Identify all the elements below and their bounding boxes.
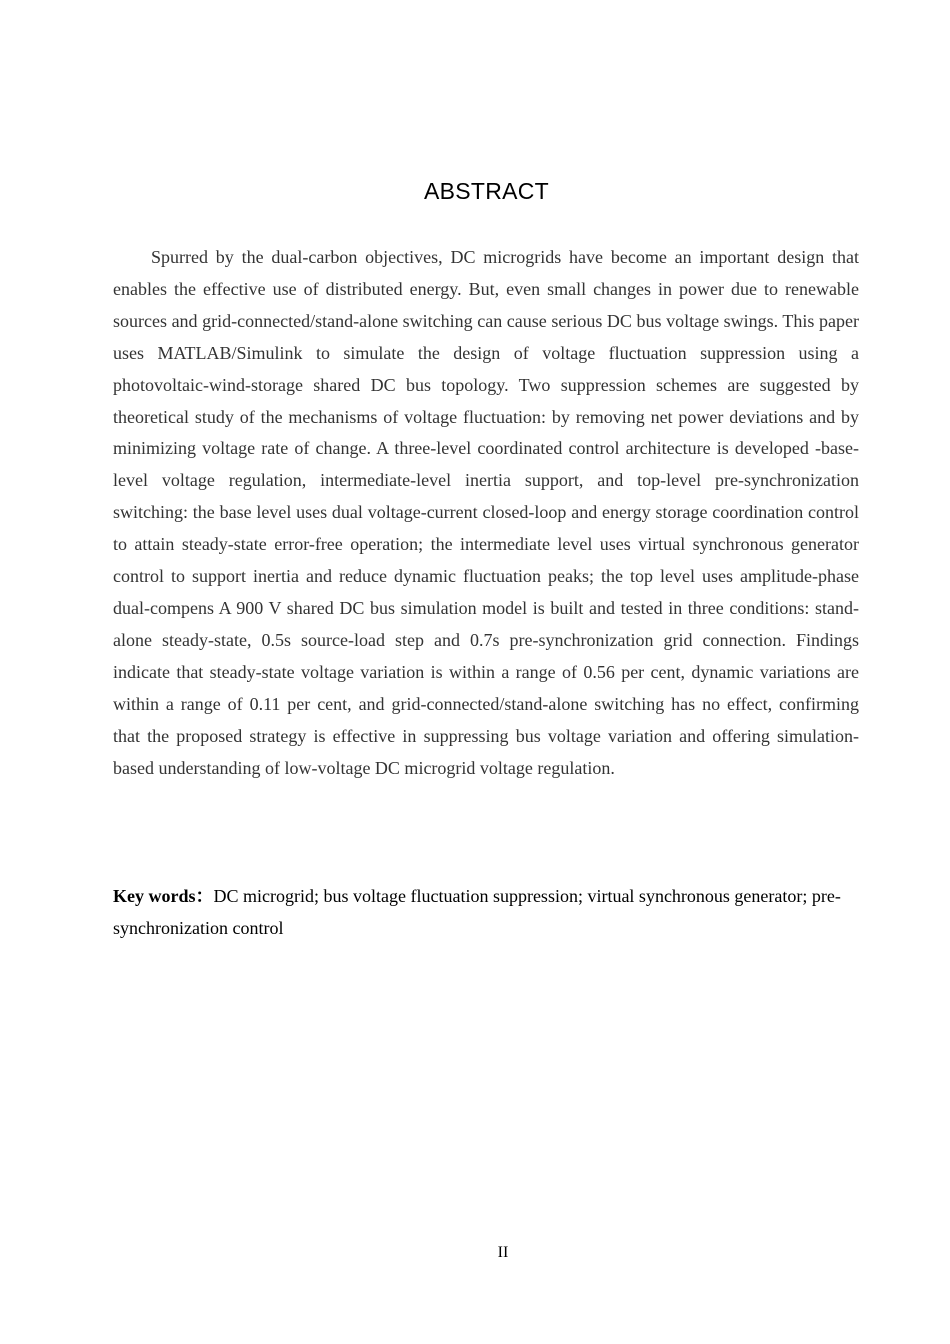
abstract-paragraph: Spurred by the dual-carbon objectives, DC microgrids have become an important design that enables the effective use of distributed energy. But, even small changes in power due to renewable sources and grid-connected/stand-alone switching can cause serious DC bus voltage swings. This paper uses MATLAB/Simulink to simulate the design of voltage fluctuation suppression using a photovoltaic-wind-storage shared DC bus topology. Two suppression schemes are suggested by theoretical study of the mechanisms of voltage fluctuation: by removing net power deviations and by minimizing voltage rate of change. A three-level coordinated control architecture is developed -base-level voltage regulation, intermediate-level inertia support, and top-level pre-synchronization switching: the base level uses dual voltage-current closed-loop and energy storage coordination control to attain steady-state error-free operation; the intermediate level uses virtual synchronous generator control to support inertia and reduce dynamic fluctuation peaks; the top level uses amplitude-phase dual-compens A 900 V shared DC bus simulation model is built and tested in three conditions: stand-alone steady-state, 0.5s source-load step and 0.7s pre-synchronization grid connection. Findings indicate that steady-state voltage variation is within a range of 0.56 per cent, dynamic variations are within a range of 0.11 per cent, and grid-connected/stand-alone switching has no effect, confirming that the proposed strategy is effective in suppressing bus voltage variation and offering simulation-based understanding of low-voltage DC microgrid voltage regulation. — [113, 247, 859, 778]
keywords-line — [113, 880, 859, 944]
abstract-heading: ABSTRACT — [423, 178, 550, 204]
keywords-text: DC microgrid; bus voltage fluctuation suppression; virtual synchronous generator; pre-synchronization control — [113, 886, 841, 938]
keywords-label: Key words： — [113, 886, 214, 906]
page-number: II — [497, 1244, 509, 1261]
